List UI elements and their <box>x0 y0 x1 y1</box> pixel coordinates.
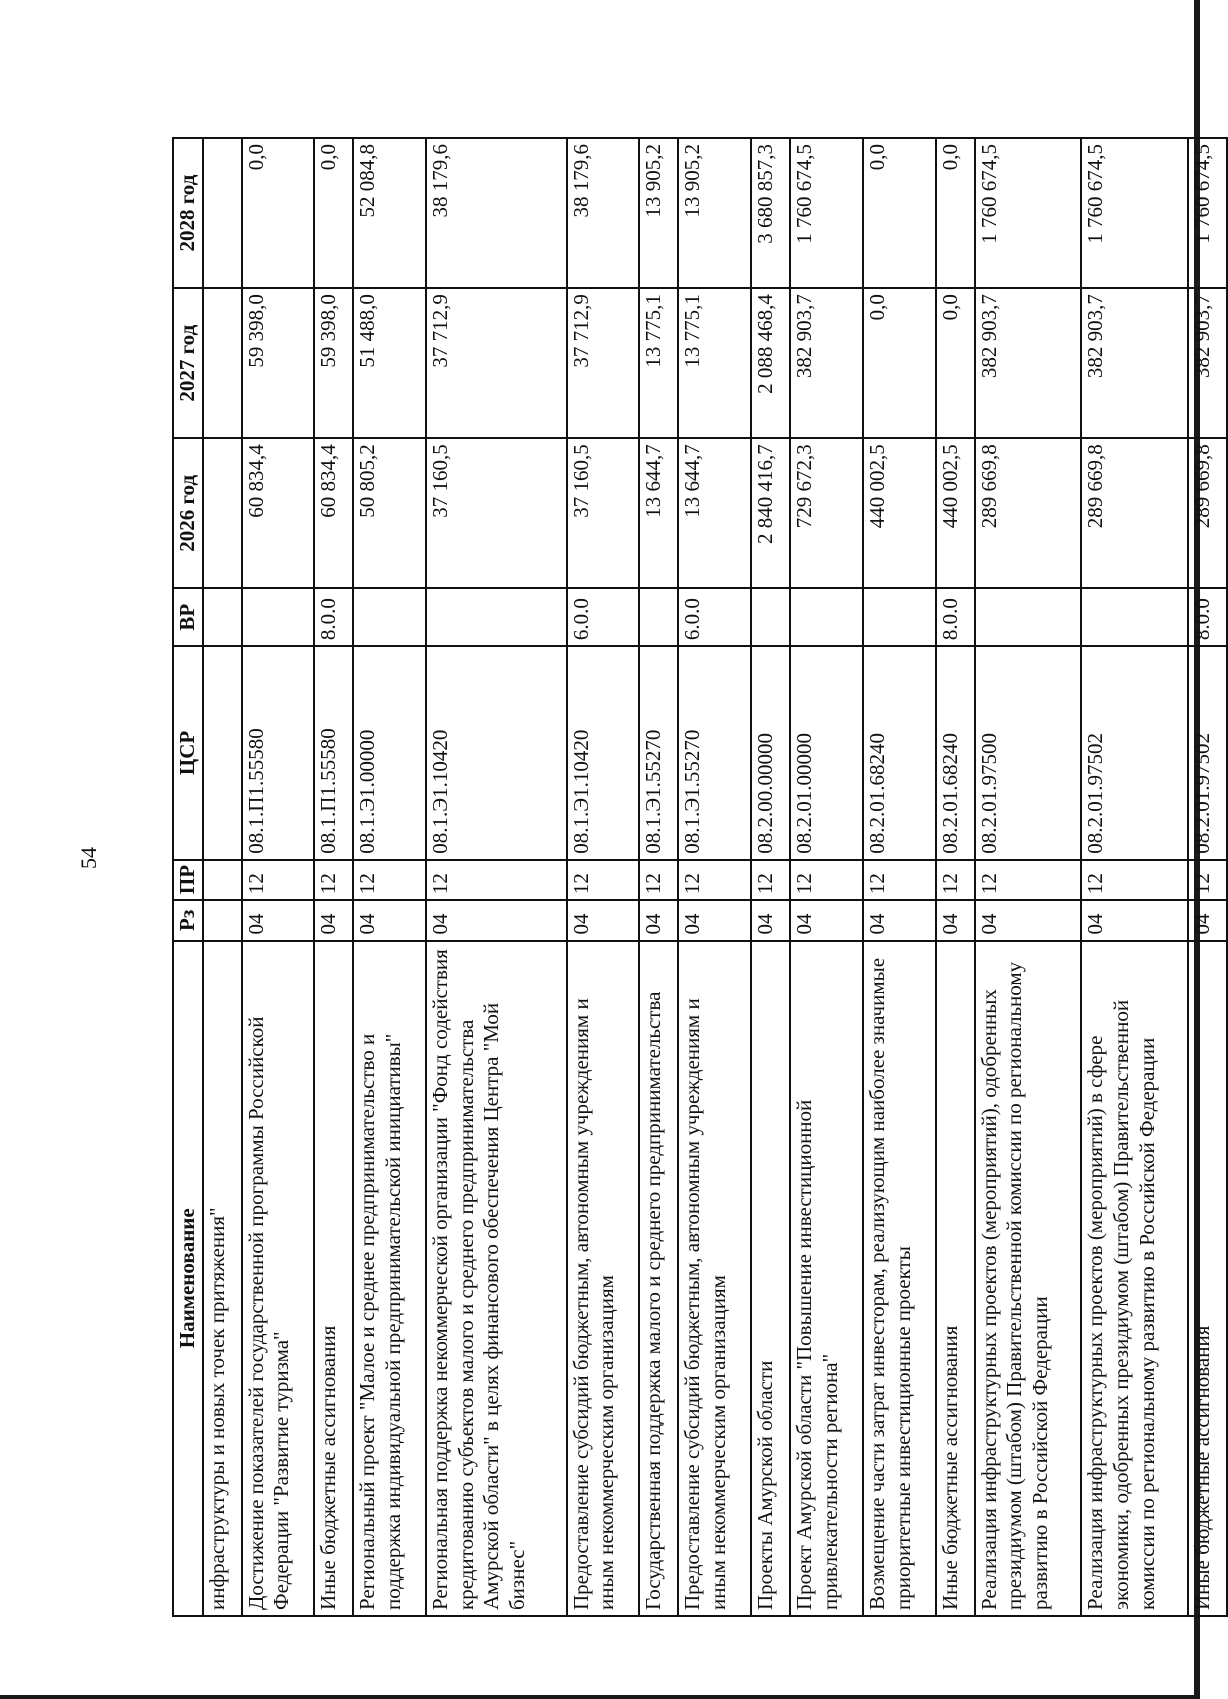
cell-csr: 08.2.01.97502 <box>1081 646 1188 860</box>
cell-vr <box>1081 588 1188 646</box>
table-row <box>314 138 353 1616</box>
cell-pr: 12 <box>242 860 315 900</box>
cell-csr <box>203 646 242 860</box>
cell-name: Иные бюджетные ассигнования <box>936 941 975 1616</box>
cell-name: Проект Амурской области "Повышение инвестиционной привлекательности региона" <box>790 941 863 1616</box>
cell-rz: 04 <box>426 900 566 940</box>
cell-name: Региональная поддержка некоммерческой организации "Фонд содействия кредитованию субъектов малого и среднего предпринимательства Амурской области" в целях финансового обеспечения Центра "Мой бизнес" <box>426 941 566 1616</box>
cell-2028: 13 905,2 <box>678 138 751 288</box>
cell-name: Региональный проект "Малое и среднее предпринимательство и поддержка индивидуальной предпринимательской инициативы" <box>353 941 426 1616</box>
table-row <box>203 138 242 1616</box>
cell-2027: 0,0 <box>863 288 936 438</box>
cell-name: Реализация инфраструктурных проектов (мероприятий) в сфере экономики, одобренных президиумом (штабом) Правительственной комиссии по региональному развитию в Российской Федерации <box>1081 941 1188 1616</box>
cell-name: Иные бюджетные ассигнования <box>314 941 353 1616</box>
cell-name: Иные бюджетные ассигнования <box>1188 941 1227 1616</box>
cell-rz: 04 <box>751 900 790 940</box>
cell-2026: 289 669,8 <box>1188 438 1227 588</box>
cell-vr <box>863 588 936 646</box>
cell-vr: 8.0.0 <box>936 588 975 646</box>
cell-vr <box>242 588 315 646</box>
cell-2026: 729 672,3 <box>790 438 863 588</box>
cell-vr <box>426 588 566 646</box>
cell-csr: 08.1.Э1.10420 <box>567 646 640 860</box>
cell-2027: 0,0 <box>936 288 975 438</box>
cell-name: инфраструктуры и новых точек притяжения" <box>203 941 242 1616</box>
cell-2026: 440 002,5 <box>863 438 936 588</box>
cell-csr: 08.1.Э1.55270 <box>678 646 751 860</box>
cell-2026: 289 669,8 <box>975 438 1082 588</box>
cell-pr: 12 <box>314 860 353 900</box>
cell-2026: 60 834,4 <box>314 438 353 588</box>
cell-vr <box>639 588 678 646</box>
table-row <box>790 138 863 1616</box>
cell-2028: 3 680 857,3 <box>751 138 790 288</box>
cell-2026: 2 840 416,7 <box>751 438 790 588</box>
cell-2027: 2 088 468,4 <box>751 288 790 438</box>
header-name: Наименование <box>173 941 203 1616</box>
cell-csr: 08.1.П1.55580 <box>242 646 315 860</box>
cell-csr: 08.2.01.97502 <box>1188 646 1227 860</box>
cell-rz: 04 <box>1081 900 1188 940</box>
cell-pr: 12 <box>426 860 566 900</box>
table-row <box>1081 138 1188 1616</box>
cell-vr <box>975 588 1082 646</box>
cell-2026: 60 834,4 <box>242 438 315 588</box>
cell-name: Возмещение части затрат инвесторам, реализующим наиболее значимые приоритетные инвестиционные проекты <box>863 941 936 1616</box>
cell-rz: 04 <box>567 900 640 940</box>
cell-2027: 382 903,7 <box>1188 288 1227 438</box>
cell-2026: 13 644,7 <box>678 438 751 588</box>
cell-2028: 0,0 <box>242 138 315 288</box>
cell-vr <box>790 588 863 646</box>
header-2027: 2027 год <box>173 288 203 438</box>
cell-2026: 13 644,7 <box>639 438 678 588</box>
cell-vr: 8.0.0 <box>1188 588 1227 646</box>
cell-vr <box>751 588 790 646</box>
cell-rz: 04 <box>975 900 1082 940</box>
cell-name: Реализация инфраструктурных проектов (мероприятий), одобренных президиумом (штабом) Правительственной комиссии по региональному развитию в Российской Федерации <box>975 941 1082 1616</box>
cell-vr: 6.0.0 <box>567 588 640 646</box>
cell-rz: 04 <box>314 900 353 940</box>
header-pr: ПР <box>173 860 203 900</box>
cell-pr: 12 <box>863 860 936 900</box>
cell-rz: 04 <box>639 900 678 940</box>
table-row <box>863 138 936 1616</box>
cell-2027: 13 775,1 <box>639 288 678 438</box>
cell-2027 <box>203 288 242 438</box>
cell-2026: 289 669,8 <box>1081 438 1188 588</box>
table-row <box>1188 138 1227 1616</box>
table-row <box>242 138 315 1616</box>
header-2028: 2028 год <box>173 138 203 288</box>
cell-csr: 08.2.00.00000 <box>751 646 790 860</box>
cell-2026: 50 805,2 <box>353 438 426 588</box>
table-row <box>353 138 426 1616</box>
cell-2028: 0,0 <box>863 138 936 288</box>
budget-table-container <box>172 137 1228 1617</box>
page-number: 54 <box>76 847 101 869</box>
cell-name: Достижение показателей государственной программы Российской Федерации "Развитие туризма" <box>242 941 315 1616</box>
header-2026: 2026 год <box>173 438 203 588</box>
cell-rz: 04 <box>863 900 936 940</box>
table-row <box>751 138 790 1616</box>
cell-2028: 0,0 <box>314 138 353 288</box>
cell-2027: 59 398,0 <box>314 288 353 438</box>
cell-name: Предоставление субсидий бюджетным, автономным учреждениям и иным некоммерческим организациям <box>678 941 751 1616</box>
cell-2026: 37 160,5 <box>426 438 566 588</box>
cell-csr: 08.1.Э1.00000 <box>353 646 426 860</box>
cell-2028: 0,0 <box>936 138 975 288</box>
cell-csr: 08.1.П1.55580 <box>314 646 353 860</box>
budget-table <box>172 137 1228 1617</box>
cell-2028: 13 905,2 <box>639 138 678 288</box>
table-row <box>936 138 975 1616</box>
cell-name: Проекты Амурской области <box>751 941 790 1616</box>
cell-pr: 12 <box>567 860 640 900</box>
cell-2027: 382 903,7 <box>1081 288 1188 438</box>
cell-csr: 08.1.Э1.55270 <box>639 646 678 860</box>
cell-csr: 08.2.01.68240 <box>936 646 975 860</box>
cell-pr: 12 <box>751 860 790 900</box>
cell-2028: 1 760 674,5 <box>790 138 863 288</box>
cell-2027: 382 903,7 <box>975 288 1082 438</box>
cell-2027: 59 398,0 <box>242 288 315 438</box>
cell-2027: 13 775,1 <box>678 288 751 438</box>
cell-2026 <box>203 438 242 588</box>
table-row <box>975 138 1082 1616</box>
cell-2028: 38 179,6 <box>567 138 640 288</box>
header-rz: Рз <box>173 900 203 940</box>
table-row <box>567 138 640 1616</box>
cell-csr: 08.2.01.97500 <box>975 646 1082 860</box>
cell-vr: 8.0.0 <box>314 588 353 646</box>
cell-2026: 440 002,5 <box>936 438 975 588</box>
cell-2028: 52 084,8 <box>353 138 426 288</box>
header-vr: ВР <box>173 588 203 646</box>
cell-rz: 04 <box>1188 900 1227 940</box>
cell-pr: 12 <box>678 860 751 900</box>
cell-2028: 38 179,6 <box>426 138 566 288</box>
cell-pr: 12 <box>1188 860 1227 900</box>
cell-rz <box>203 900 242 940</box>
header-csr: ЦСР <box>173 646 203 860</box>
cell-rz: 04 <box>678 900 751 940</box>
cell-name: Государственная поддержка малого и среднего предпринимательства <box>639 941 678 1616</box>
cell-pr: 12 <box>353 860 426 900</box>
cell-2028 <box>203 138 242 288</box>
cell-2028: 1 760 674,5 <box>1188 138 1227 288</box>
cell-2027: 37 712,9 <box>567 288 640 438</box>
scan-border-bottom <box>0 1695 1200 1699</box>
cell-rz: 04 <box>936 900 975 940</box>
table-header-row <box>173 138 203 1616</box>
table-row <box>678 138 751 1616</box>
cell-vr <box>203 588 242 646</box>
cell-csr: 08.2.01.00000 <box>790 646 863 860</box>
cell-pr: 12 <box>936 860 975 900</box>
cell-rz: 04 <box>242 900 315 940</box>
cell-rz: 04 <box>790 900 863 940</box>
table-row <box>426 138 566 1616</box>
cell-vr <box>353 588 426 646</box>
cell-name: Предоставление субсидий бюджетным, автономным учреждениям и иным некоммерческим организациям <box>567 941 640 1616</box>
cell-2027: 37 712,9 <box>426 288 566 438</box>
cell-pr: 12 <box>975 860 1082 900</box>
cell-pr: 12 <box>790 860 863 900</box>
cell-pr: 12 <box>639 860 678 900</box>
cell-2027: 382 903,7 <box>790 288 863 438</box>
cell-2027: 51 488,0 <box>353 288 426 438</box>
cell-pr <box>203 860 242 900</box>
table-row <box>639 138 678 1616</box>
cell-2028: 1 760 674,5 <box>975 138 1082 288</box>
cell-2028: 1 760 674,5 <box>1081 138 1188 288</box>
cell-pr: 12 <box>1081 860 1188 900</box>
cell-csr: 08.2.01.68240 <box>863 646 936 860</box>
cell-vr: 6.0.0 <box>678 588 751 646</box>
cell-2026: 37 160,5 <box>567 438 640 588</box>
cell-csr: 08.1.Э1.10420 <box>426 646 566 860</box>
cell-rz: 04 <box>353 900 426 940</box>
